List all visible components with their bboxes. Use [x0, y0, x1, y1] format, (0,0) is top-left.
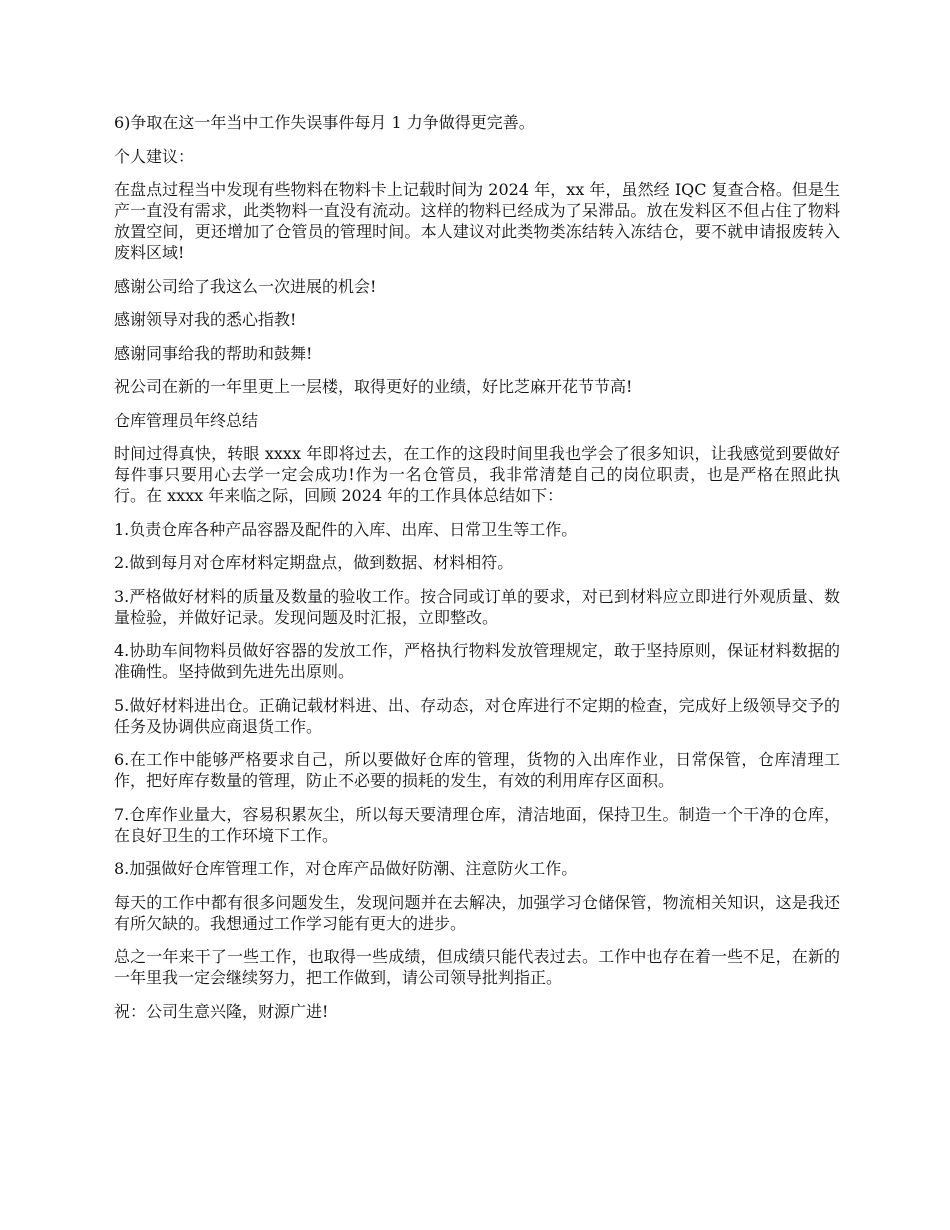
- paragraph-thanks-company: 感谢公司给了我这么一次进展的机会!: [114, 276, 377, 296]
- paragraph-daily-problems: 每天的工作中都有很多问题发生，发现问题并在去解决，加强学习仓储保管，物流相关知识，这是我还有所欠缺的。我想通过工作学习能有更大的进步。: [114, 892, 840, 933]
- paragraph-thanks-leaders: 感谢领导对我的悉心指教!: [114, 310, 297, 329]
- paragraph-suggestion-body: 在盘点过程当中发现有些物料在物料卡上记载时间为 2024 年，xx 年，虽然经 IQC 复查合格。但是生产一直没有需求，此类物料一直没有流动。这样的物料已经成为了呆滞品。放在发料区不但占住了物料放置空间，更还增加了仓管员的管理时间。本人建议对此类物类冻结转入冻结仓，要不就申请报废转入废料区域!: [114, 180, 840, 262]
- list-item-3: 3.严格做好材料的质量及数量的验收工作。按合同或订单的要求，对已到材料应立即进行外观质量、数量检验，并做好记录。发现问题及时汇报，立即整改。: [114, 586, 840, 627]
- paragraph-personal-suggestion-heading: 个人建议：: [114, 146, 195, 166]
- paragraph-thanks-colleagues: 感谢同事给我的帮助和鼓舞!: [114, 343, 313, 363]
- paragraph-intro: 时间过得真快，转眼 xxxx 年即将过去，在工作的这段时间里我也学会了很多知识，让我感觉到要做好每件事只要用心去学一定会成功!作为一名仓管员，我非常清楚自己的岗位职责，也是严格在照此执行。在 xxxx 年来临之际，回顾 2024 年的工作具体总结如下：: [114, 444, 840, 505]
- list-item-8: 8.加强做好仓库管理工作，对仓库产品做好防潮、注意防火工作。: [114, 859, 578, 878]
- paragraph-conclusion: 总之一年来干了一些工作，也取得一些成绩，但成绩只能代表过去。工作中也存在着一些不足，在新的一年里我一定会继续努力，把工作做到，请公司领导批判指正。: [114, 947, 840, 987]
- section-title: 仓库管理员年终总结: [114, 410, 259, 430]
- list-item-4: 4.协助车间物料员做好容器的发放工作，严格执行物料发放管理规定，敢于坚持原则，保证材料数据的准确性。坚持做到先进先出原则。: [114, 641, 840, 681]
- paragraph-closing-wish: 祝：公司生意兴隆，财源广进!: [114, 1001, 329, 1021]
- list-item-2: 2.做到每月对仓库材料定期盘点，做到数据、材料相符。: [114, 553, 514, 572]
- list-item-6: 6.在工作中能够严格要求自己，所以要做好仓库的管理，货物的入出库作业，日常保管，仓库清理工作，把好库存数量的管理，防止不必要的损耗的发生，有效的利用库存区面积。: [114, 750, 840, 790]
- list-item-5: 5.做好材料进出仓。正确记载材料进、出、存动态，对仓库进行不定期的检查，完成好上级领导交予的任务及协调供应商退货工作。: [114, 695, 840, 736]
- list-item-1: 1.负责仓库各种产品容器及配件的入库、出库、日常卫生等工作。: [114, 519, 578, 539]
- paragraph-goal-6: 6)争取在这一年当中工作失误事件每月 1 力争做得更完善。: [114, 113, 535, 132]
- list-item-7: 7.仓库作业量大，容易积累灰尘，所以每天要清理仓库，清洁地面，保持卫生。制造一个干净的仓库，在良好卫生的工作环境下工作。: [114, 804, 840, 845]
- paragraph-wish-company: 祝公司在新的一年里更上一层楼，取得更好的业绩，好比芝麻开花节节高!: [114, 377, 633, 396]
